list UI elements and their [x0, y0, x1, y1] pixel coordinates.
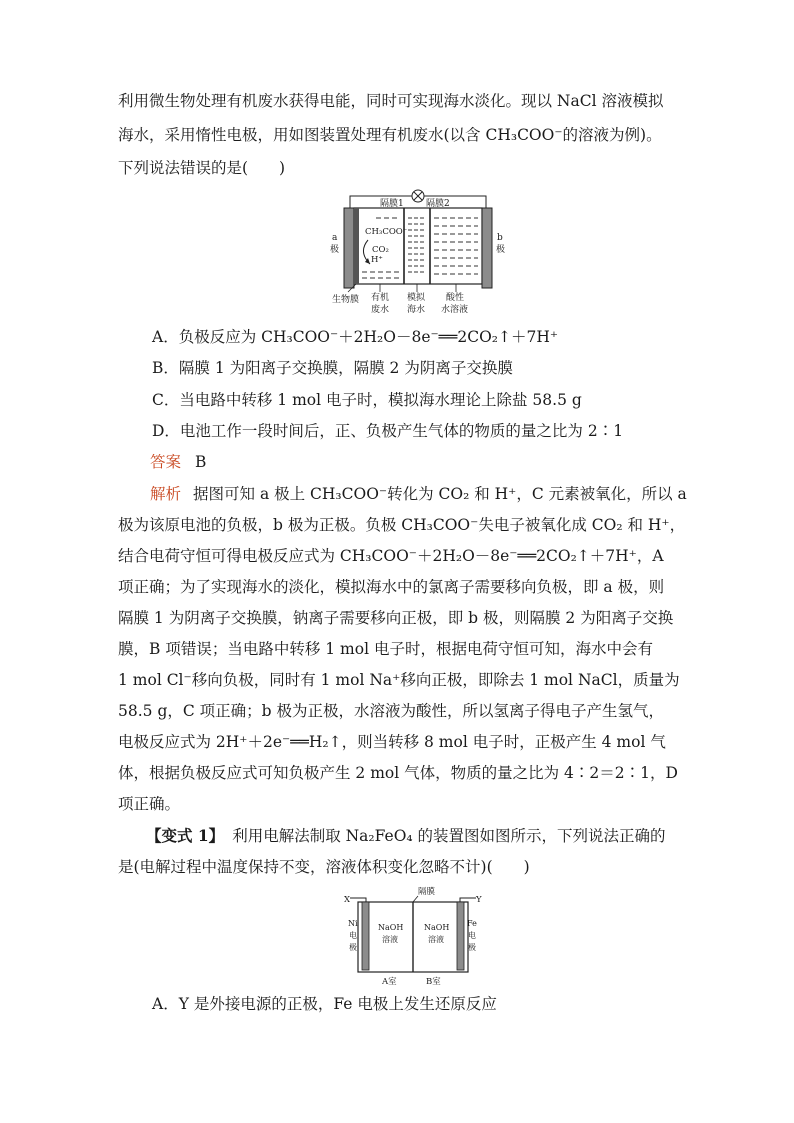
solution-b-2: 溶液	[428, 935, 444, 944]
membrane-2-label: 隔膜2	[426, 199, 450, 209]
terminal-y: Y	[476, 895, 482, 905]
membrane-1-label: 隔膜1	[380, 199, 404, 209]
chamber-b: B室	[426, 977, 441, 987]
solution-a-2: 溶液	[382, 935, 398, 944]
analysis-line-8: 58.5 g，C 项正确；b 极为正极，水溶液为酸性，所以氢离子得电子产生氢气，	[118, 702, 664, 720]
analysis-line-6: 膜，B 项错误；当电路中转移 1 mol 电子时，根据电荷守恒可知，海水中会有	[118, 640, 653, 658]
electrode-b	[482, 208, 492, 288]
ni-label: Ni	[348, 919, 358, 928]
variant-text: 利用电解法制取 Na₂FeO₄ 的装置图如图所示，下列说法正确的	[232, 827, 666, 845]
label-organic-1: 有机	[371, 293, 390, 303]
solution-b-1: NaOH	[424, 923, 450, 932]
analysis-label: 解析	[150, 485, 182, 503]
problem-line-2: 海水，采用惰性电极，用如图装置处理有机废水(以含 CH₃COO⁻的溶液为例)。	[118, 126, 662, 144]
species-h: H⁺	[371, 255, 383, 265]
variant-line-2: 是(电解过程中温度保持不变，溶液体积变化忽略不计)( )	[118, 858, 530, 876]
figure-1-cell-diagram	[318, 186, 518, 324]
fe-char-2: 极	[468, 943, 476, 952]
lamp-icon	[412, 190, 424, 202]
analysis-line-11: 项正确。	[118, 795, 181, 813]
variant-line-1	[146, 826, 666, 846]
option-d: D．电池工作一段时间后，正、负极产生气体的物质的量之比为 2∶1	[152, 422, 624, 440]
analysis-line-1	[150, 484, 687, 504]
analysis-line-3: 结合电荷守恒可得电极反应式为 CH₃COO⁻＋2H₂O－8e⁻══2CO₂↑＋7H⁺，A	[118, 547, 664, 565]
species-ch3coo: CH₃COO⁻	[365, 227, 408, 237]
analysis-line-7: 1 mol Cl⁻移向负极，同时有 1 mol Na⁺移向正极，即除去 1 mol NaCl，质量为	[118, 671, 680, 689]
solution-a-1: NaOH	[378, 923, 404, 932]
fe-label: Fe	[467, 919, 477, 928]
ni-char-1: 电	[349, 931, 357, 940]
variant-tag: 【变式 1】	[146, 826, 225, 845]
chamber-a: A室	[382, 977, 397, 987]
ni-electrode	[362, 902, 369, 970]
problem-line-1: 利用微生物处理有机废水获得电能，同时可实现海水淡化。现以 NaCl 溶液模拟	[118, 92, 664, 110]
analysis-line-2: 极为该原电池的负极，b 极为正极。负极 CH₃COO⁻失电子被氧化成 CO₂ 和 H⁺，	[118, 516, 686, 534]
answer-label: 答案	[150, 453, 182, 471]
label-seawater-1: 模拟	[407, 293, 426, 303]
option-b: B．隔膜 1 为阳离子交换膜，隔膜 2 为阴离子交换膜	[152, 359, 513, 377]
analysis-line-5: 隔膜 1 为阴离子交换膜，钠离子需要移向正极，即 b 极，则隔膜 2 为阳离子交换	[118, 609, 674, 627]
variant-option-a: A．Y 是外接电源的正极，Fe 电极上发生还原反应	[152, 995, 497, 1013]
figure-2-electrolysis-diagram	[338, 884, 488, 988]
analysis-line-9: 电极反应式为 2H⁺＋2e⁻══H₂↑，则当转移 8 mol 电子时，正极产生 4 mol 气	[118, 733, 666, 751]
biofilm	[354, 208, 359, 284]
membrane-label: 隔膜	[418, 887, 436, 897]
electrode-b-char: 极	[496, 245, 506, 255]
analysis-line-4: 项正确；为了实现海水的淡化，模拟海水中的氯离子需要移向负极，即 a 极，则	[118, 578, 665, 596]
answer	[150, 452, 206, 472]
electrode-b-letter: b	[497, 233, 503, 243]
label-seawater-2: 海水	[407, 305, 426, 315]
analysis-line-10: 体，根据负极反应式可知负极产生 2 mol 气体，物质的量之比为 4∶2＝2∶1，D	[118, 764, 678, 782]
fe-char-1: 电	[468, 931, 476, 940]
problem-line-3: 下列说法错误的是( )	[118, 159, 286, 177]
analysis-first: 据图可知 a 极上 CH₃COO⁻转化为 CO₂ 和 H⁺，C 元素被氧化，所以 a	[193, 485, 687, 503]
electrode-a-char: 极	[330, 245, 340, 255]
label-acid-2: 水溶液	[441, 305, 469, 315]
label-biofilm: 生物膜	[332, 295, 360, 305]
ni-char-2: 极	[349, 943, 357, 952]
label-acid-1: 酸性	[446, 293, 465, 303]
option-a: A．负极反应为 CH₃COO⁻＋2H₂O－8e⁻══2CO₂↑＋7H⁺	[152, 328, 559, 346]
terminal-x: X	[344, 895, 351, 905]
option-c: C．当电路中转移 1 mol 电子时，模拟海水理论上除盐 58.5 g	[152, 391, 582, 409]
electrode-a	[344, 208, 354, 288]
answer-value: B	[195, 453, 207, 471]
label-organic-2: 废水	[371, 305, 390, 315]
fe-electrode	[457, 902, 464, 970]
species-co2: CO₂	[372, 245, 389, 255]
electrode-a-letter: a	[332, 233, 338, 243]
